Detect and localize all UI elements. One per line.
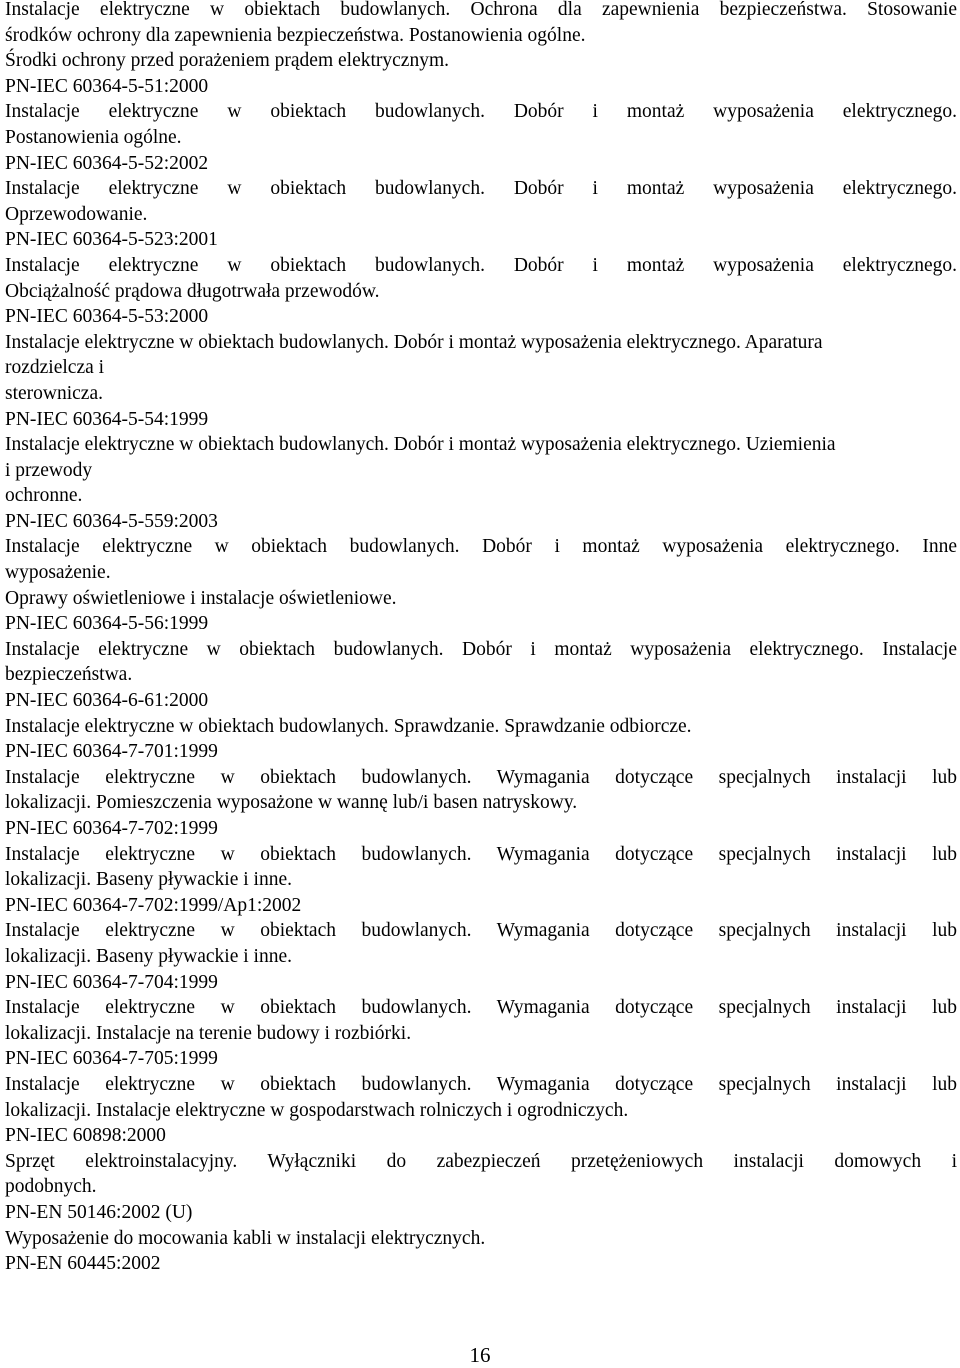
standard-code: PN-IEC 60364-7-702:1999 bbox=[5, 818, 218, 839]
text-line: Środki ochrony przed porażeniem prądem elektrycznym. bbox=[5, 50, 449, 72]
standard-code: PN-IEC 60364-5-523:2001 bbox=[5, 229, 218, 251]
text-line: ochronne. bbox=[5, 485, 83, 507]
text-line: Oprzewodowanie. bbox=[5, 203, 148, 225]
text-line: lokalizacji. Instalacje na terenie budowy i rozbiórki. bbox=[5, 1022, 412, 1044]
text-line: rozdzielcza i bbox=[5, 357, 105, 379]
standards-list bbox=[5, 0, 957, 1277]
text-line: Instalacje elektryczne w obiektach budowlanych. Dobór i montaż wyposażenia elektrycznego. bbox=[5, 101, 957, 123]
text-line: lokalizacji. Baseny pływackie i inne. bbox=[5, 869, 292, 891]
standard-code: PN-IEC 60364-5-56:1999 bbox=[5, 613, 209, 635]
text-line: Instalacje elektryczne w obiektach budowlanych. Dobór i montaż wyposażenia elektrycznego. Uziemienia bbox=[5, 434, 836, 456]
text-line: Instalacje elektryczne w obiektach budowlanych. Sprawdzanie. Sprawdzanie odbiorcze. bbox=[5, 715, 692, 737]
standard-code: PN-IEC 60898:2000 bbox=[5, 1125, 166, 1147]
text-line: środków ochrony dla zapewnienia bezpieczeństwa. Postanowienia ogólne. bbox=[5, 24, 586, 46]
text-line: Postanowienia ogólne. bbox=[5, 126, 182, 148]
text-line: podobnych. bbox=[5, 1176, 97, 1198]
text-line: lokalizacji. Pomieszczenia wyposażone w wannę lub/i basen natryskowy. bbox=[5, 792, 578, 814]
standard-code: PN-IEC 60364-7-705:1999 bbox=[5, 1048, 218, 1070]
text-line: Instalacje elektryczne w obiektach budowlanych. Wymagania dotyczące specjalnych instalacji lub bbox=[5, 1073, 957, 1095]
text-line: wyposażenie. bbox=[5, 562, 111, 584]
text-line: Oprawy oświetleniowe i instalacje oświetleniowe. bbox=[5, 587, 397, 609]
text-line: lokalizacji. Baseny pływackie i inne. bbox=[5, 945, 292, 967]
text-line: Instalacje elektryczne w obiektach budowlanych. Dobór i montaż wyposażenia elektrycznego. Inne bbox=[5, 536, 957, 558]
standard-code: PN-IEC 60364-7-704:1999 bbox=[5, 971, 218, 993]
text-line: Sprzęt elektroinstalacyjny. Wyłączniki do zabezpieczeń przetężeniowych instalacji domowych i bbox=[5, 1150, 957, 1172]
text-line: sterownicza. bbox=[5, 382, 103, 404]
text-line: Instalacje elektryczne w obiektach budowlanych. Ochrona dla zapewnienia bezpieczeństwa. Stosowanie bbox=[5, 0, 957, 20]
text-line: bezpieczeństwa. bbox=[5, 664, 133, 686]
text-line: Instalacje elektryczne w obiektach budowlanych. Wymagania dotyczące specjalnych instalacji lub bbox=[5, 843, 957, 865]
standard-code: PN-IEC 60364-7-701:1999 bbox=[5, 741, 218, 763]
text-line: Instalacje elektryczne w obiektach budowlanych. Wymagania dotyczące specjalnych instalacji lub bbox=[5, 766, 957, 788]
standard-code: PN-IEC 60364-6-61:2000 bbox=[5, 690, 209, 712]
standard-code: PN-IEC 60364-5-559:2003 bbox=[5, 510, 218, 532]
standard-code: PN-IEC 60364-5-51:2000 bbox=[5, 75, 209, 97]
text-line: Instalacje elektryczne w obiektach budowlanych. Dobór i montaż wyposażenia elektrycznego. Instalacje bbox=[5, 638, 957, 660]
standard-code: PN-EN 60445:2002 bbox=[5, 1253, 161, 1275]
text-line: lokalizacji. Instalacje elektryczne w gospodarstwach rolniczych i ogrodniczych. bbox=[5, 1099, 629, 1121]
text-line: Instalacje elektryczne w obiektach budowlanych. Dobór i montaż wyposażenia elektrycznego. Aparatura bbox=[5, 331, 823, 353]
text-line: Instalacje elektryczne w obiektach budowlanych. Wymagania dotyczące specjalnych instalacji lub bbox=[5, 997, 957, 1019]
standard-code: PN-IEC 60364-5-53:2000 bbox=[5, 306, 209, 328]
text-line: Obciążalność prądowa długotrwała przewodów. bbox=[5, 280, 380, 302]
standard-code: PN-IEC 60364-5-54:1999 bbox=[5, 408, 209, 430]
text-line: Instalacje elektryczne w obiektach budowlanych. Dobór i montaż wyposażenia elektrycznego. bbox=[5, 254, 957, 276]
text-line: Instalacje elektryczne w obiektach budowlanych. Wymagania dotyczące specjalnych instalacji lub bbox=[5, 920, 957, 942]
standard-code: PN-IEC 60364-5-52:2002 bbox=[5, 152, 209, 174]
text-line: Wyposażenie do mocowania kabli w instalacji elektrycznych. bbox=[5, 1227, 486, 1249]
page-number: 16 bbox=[469, 1343, 491, 1367]
text-line: Instalacje elektryczne w obiektach budowlanych. Dobór i montaż wyposażenia elektrycznego. bbox=[5, 178, 957, 200]
text-line: i przewody bbox=[5, 459, 93, 481]
standard-code: PN-EN 50146:2002 (U) bbox=[5, 1201, 193, 1223]
standard-code: PN-IEC 60364-7-702:1999/Ap1:2002 bbox=[5, 894, 302, 916]
